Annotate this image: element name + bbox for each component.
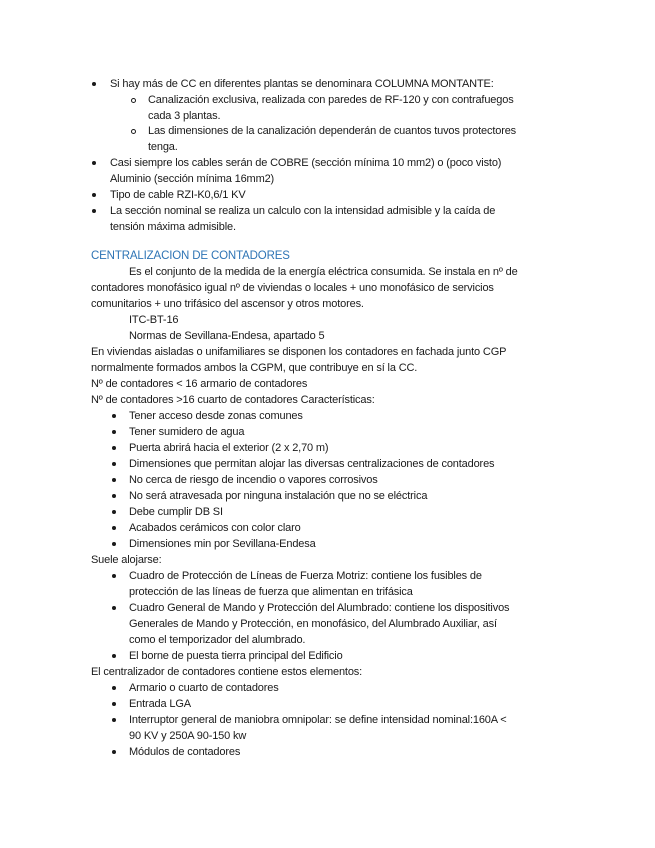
list-item: Puerta abrirá hacia el exterior (2 x 2,70 m) — [129, 442, 329, 454]
list-item-cont: Generales de Mando y Protección, en monofásico, del Alumbrado Auxiliar, así — [129, 618, 497, 630]
bullet-icon — [112, 750, 116, 754]
list-item: Dimensiones min por Sevillana-Endesa — [129, 538, 316, 550]
bullet-icon — [112, 606, 116, 610]
bullet-icon — [112, 702, 116, 706]
reference-line: Normas de Sevillana-Endesa, apartado 5 — [129, 330, 325, 342]
bullet-icon — [92, 82, 96, 86]
paragraph-line: normalmente formados ambos la CGPM, que contribuye en sí la CC. — [91, 362, 418, 374]
paragraph-line: Suele alojarse: — [91, 554, 162, 566]
bullet-icon — [112, 430, 116, 434]
list-item: Acabados cerámicos con color claro — [129, 522, 301, 534]
list-item: La sección nominal se realiza un calculo con la intensidad admisible y la caída de — [110, 205, 496, 217]
list-item-cont: como el temporizador del alumbrado. — [129, 634, 306, 646]
list-item: No será atravesada por ninguna instalación que no se eléctrica — [129, 490, 428, 502]
circle-bullet-icon — [131, 129, 136, 134]
bullet-icon — [112, 654, 116, 658]
list-item-cont: 90 KV y 250A 90-150 kw — [129, 730, 247, 742]
list-item-cont: tensión máxima admisible. — [110, 221, 236, 233]
sub-list-item-cont: cada 3 plantas. — [148, 110, 221, 122]
bullet-icon — [92, 209, 96, 213]
list-item: El borne de puesta tierra principal del Edificio — [129, 650, 343, 662]
bullet-icon — [112, 526, 116, 530]
list-item: Cuadro General de Mando y Protección del Alumbrado: contiene los dispositivos — [129, 602, 510, 614]
list-item: Tener sumidero de agua — [129, 426, 245, 438]
bullet-icon — [112, 446, 116, 450]
bullet-icon — [112, 494, 116, 498]
sub-list-item-cont: tenga. — [148, 141, 178, 153]
paragraph-line: Es el conjunto de la medida de la energía eléctrica consumida. Se instala en nº de — [129, 266, 518, 278]
bullet-icon — [92, 193, 96, 197]
list-item: Armario o cuarto de contadores — [129, 682, 279, 694]
bullet-icon — [112, 462, 116, 466]
bullet-icon — [112, 478, 116, 482]
bullet-icon — [112, 574, 116, 578]
bullet-icon — [92, 161, 96, 165]
paragraph-line: El centralizador de contadores contiene estos elementos: — [91, 666, 363, 678]
list-item: No cerca de riesgo de incendio o vapores corrosivos — [129, 474, 378, 486]
bullet-icon — [112, 542, 116, 546]
sub-list-item: Las dimensiones de la canalización dependerán de cuantos tuvos protectores — [148, 125, 517, 137]
list-item-cont: Aluminio (sección mínima 16mm2) — [110, 173, 275, 185]
section-heading: CENTRALIZACION DE CONTADORES — [91, 250, 290, 262]
list-item: Dimensiones que permitan alojar las diversas centralizaciones de contadores — [129, 458, 495, 470]
list-item: Casi siempre los cables serán de COBRE (sección mínima 10 mm2) o (poco visto) — [110, 157, 502, 169]
paragraph-line: comunitarios + uno trifásico del ascensor y otros motores. — [91, 298, 364, 310]
sub-list-item: Canalización exclusiva, realizada con paredes de RF-120 y con contrafuegos — [148, 94, 514, 106]
bullet-icon — [112, 686, 116, 690]
bullet-icon — [112, 414, 116, 418]
list-item: Tipo de cable RZI-K0,6/1 KV — [110, 189, 246, 201]
list-item: Si hay más de CC en diferentes plantas se denominara COLUMNA MONTANTE: — [110, 78, 494, 90]
list-item: Debe cumplir DB SI — [129, 506, 223, 518]
paragraph-line: Nº de contadores >16 cuarto de contadores Características: — [91, 394, 375, 406]
bullet-icon — [112, 510, 116, 514]
list-item-cont: protección de las líneas de fuerza que alimentan en trifásica — [129, 586, 413, 598]
list-item: Módulos de contadores — [129, 746, 241, 758]
bullet-icon — [112, 718, 116, 722]
list-item: Entrada LGA — [129, 698, 191, 710]
paragraph-line: Nº de contadores < 16 armario de contadores — [91, 378, 308, 390]
circle-bullet-icon — [131, 98, 136, 103]
reference-line: ITC-BT-16 — [129, 314, 179, 326]
list-item: Tener acceso desde zonas comunes — [129, 410, 303, 422]
list-item: Interruptor general de maniobra omnipolar: se define intensidad nominal:160A < — [129, 714, 507, 726]
paragraph-line: contadores monofásico igual nº de viviendas o locales + uno monofásico de servicios — [91, 282, 494, 294]
list-item: Cuadro de Protección de Líneas de Fuerza Motriz: contiene los fusibles de — [129, 570, 482, 582]
paragraph-line: En viviendas aisladas o unifamiliares se disponen los contadores en fachada junto CGP — [91, 346, 507, 358]
